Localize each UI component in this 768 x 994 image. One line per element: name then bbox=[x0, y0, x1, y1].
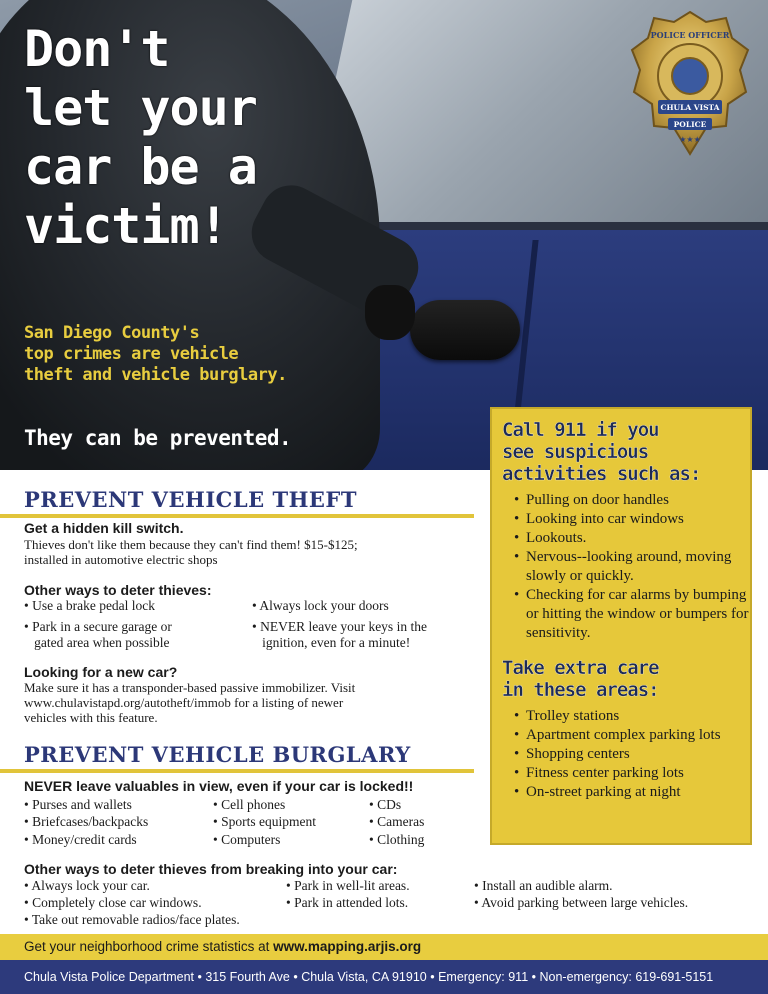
list-item: • Cameras bbox=[369, 814, 425, 829]
list-item: gated area when possible bbox=[24, 635, 170, 650]
list-item: • Checking for car alarms by bumping or hitting the window or bumpers for sensitivity. bbox=[502, 586, 750, 643]
call-heading-line: activities such as: bbox=[502, 463, 701, 485]
care-heading-line: in these areas: bbox=[502, 679, 659, 701]
list-item: • Avoid parking between large vehicles. bbox=[474, 895, 689, 910]
list-item: • Completely close car windows. bbox=[24, 895, 202, 910]
list-item: • Always lock your car. bbox=[24, 878, 150, 893]
stats-url-link[interactable]: www.mapping.arjis.org bbox=[273, 939, 422, 954]
contact-info: Chula Vista Police Department • 315 Fourth Ave • Chula Vista, CA 91910 • Emergency: 911 • Non-emergency: 619-691-5151 bbox=[24, 970, 714, 984]
headline bbox=[24, 20, 354, 256]
list-item: • Sports equipment bbox=[213, 814, 316, 829]
never-leave-heading: NEVER leave valuables in view, even if your car is locked!! bbox=[24, 778, 414, 794]
list-item: • NEVER leave your keys in the bbox=[252, 619, 427, 634]
headline-line: Don't bbox=[24, 20, 170, 78]
door-handle bbox=[410, 300, 520, 360]
badge-bottom-text: POLICE bbox=[673, 120, 707, 129]
list-item: • CDs bbox=[369, 797, 402, 812]
headline-line: let your bbox=[24, 79, 257, 137]
subhead-line: top crimes are vehicle bbox=[24, 344, 239, 364]
headline-line: victim! bbox=[24, 197, 228, 255]
list-item: • Pulling on door handles bbox=[502, 491, 750, 510]
call-911-heading bbox=[502, 419, 750, 485]
list-item: • Lookouts. bbox=[502, 529, 750, 548]
text-line: Make sure it has a transponder-based passive immobilizer. Visit bbox=[24, 680, 356, 695]
list-item: • Use a brake pedal lock bbox=[24, 598, 156, 613]
badge-top-text: POLICE OFFICER bbox=[650, 30, 730, 40]
list-item: • Looking into car windows bbox=[502, 510, 750, 529]
call-heading-line: Call 911 if you bbox=[502, 419, 659, 441]
list-item: • Apartment complex parking lots bbox=[502, 726, 750, 745]
list-item: • Fitness center parking lots bbox=[502, 764, 750, 783]
list-item: • Park in attended lots. bbox=[286, 895, 409, 910]
list-item: • Purses and wallets bbox=[24, 797, 132, 812]
new-car-heading: Looking for a new car? bbox=[24, 664, 178, 680]
suspicious-activity-panel bbox=[490, 407, 752, 845]
list-item: • Clothing bbox=[369, 832, 425, 847]
deter-break-in-heading: Other ways to deter thieves from breaking into your car: bbox=[24, 861, 398, 877]
list-item: • Park in well-lit areas. bbox=[286, 878, 410, 893]
text-line: vehicles with this feature. bbox=[24, 710, 158, 725]
kill-switch-heading: Get a hidden kill switch. bbox=[24, 520, 184, 536]
other-ways-heading: Other ways to deter thieves: bbox=[24, 582, 212, 598]
list-item: • Computers bbox=[213, 832, 281, 847]
badge-stars: ★★★ bbox=[679, 135, 701, 144]
list-item: • Money/credit cards bbox=[24, 832, 137, 847]
stats-prefix: Get your neighborhood crime statistics at bbox=[24, 939, 274, 954]
text-line: installed in automotive electric shops bbox=[24, 552, 218, 567]
contact-bar bbox=[0, 960, 768, 994]
theft-divider bbox=[0, 514, 474, 518]
list-item: • Trolley stations bbox=[502, 707, 750, 726]
badge-mid-text: CHULA VISTA bbox=[660, 103, 720, 112]
kill-switch-text bbox=[24, 537, 358, 567]
subhead-line: theft and vehicle burglary. bbox=[24, 365, 287, 385]
list-item: • Nervous--looking around, moving slowly or quickly. bbox=[502, 548, 750, 586]
extra-care-heading bbox=[502, 657, 750, 701]
list-item: • Shopping centers bbox=[502, 745, 750, 764]
burglary-divider bbox=[0, 769, 474, 773]
new-car-text bbox=[24, 680, 355, 725]
burglary-section-title: PREVENT VEHICLE BURGLARY bbox=[24, 742, 411, 767]
subheadline bbox=[24, 323, 384, 386]
theft-section-title: PREVENT VEHICLE THEFT bbox=[24, 487, 357, 512]
list-item: • Park in a secure garage or bbox=[24, 619, 172, 634]
text-line: www.chulavistapd.org/autotheft/immob for a listing of newer bbox=[24, 695, 344, 710]
care-heading-line: Take extra care bbox=[502, 657, 659, 679]
subhead-line: San Diego County's bbox=[24, 323, 200, 343]
list-item: • Briefcases/backpacks bbox=[24, 814, 149, 829]
headline-line: car be a bbox=[24, 138, 257, 196]
call-heading-line: see suspicious bbox=[502, 441, 649, 463]
list-item: ignition, even for a minute! bbox=[252, 635, 411, 650]
areas-list bbox=[502, 707, 750, 802]
prevented-tagline: They can be prevented. bbox=[24, 426, 292, 450]
text-line: Thieves don't like them because they can't find them! $15-$125; bbox=[24, 537, 358, 552]
list-item: • Cell phones bbox=[213, 797, 286, 812]
police-badge-icon bbox=[628, 8, 753, 158]
list-item: • On-street parking at night bbox=[502, 783, 750, 802]
crime-stats-bar bbox=[0, 934, 768, 960]
list-item: • Always lock your doors bbox=[252, 598, 389, 613]
activities-list bbox=[502, 491, 750, 643]
list-item: • Take out removable radios/face plates. bbox=[24, 912, 240, 927]
list-item: • Install an audible alarm. bbox=[474, 878, 613, 893]
